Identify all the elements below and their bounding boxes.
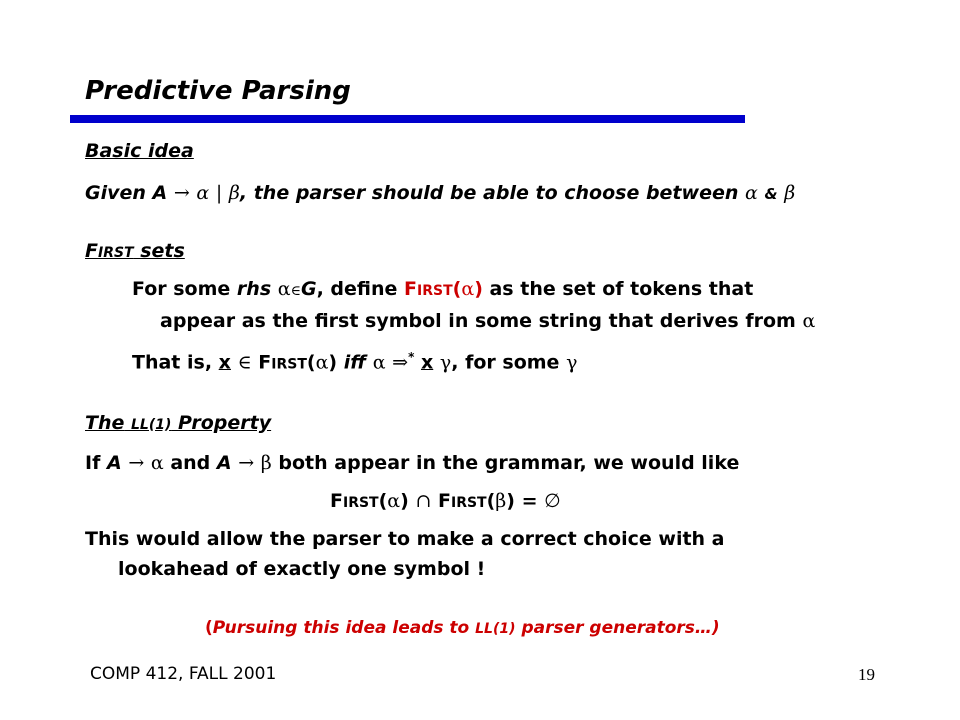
first-def-line3: That is, x ∈ FIRST(α) iff α ⇒* x γ, for some γ (132, 350, 578, 374)
page-title: Predictive Parsing (85, 76, 351, 106)
first-function: FIRST(α) (404, 278, 483, 300)
allow-line2: lookahead of exactly one symbol ! (118, 558, 486, 580)
allow-line1: This would allow the parser to make a correct choice with a (85, 528, 725, 550)
basic-idea-line (85, 182, 795, 204)
bar-symbol: | (215, 182, 223, 204)
first-def-line1: For some rhs α∈G, define FIRST(α) as the set of tokens that (132, 278, 754, 300)
first-def-line2: appear as the first symbol in some string that derives from α (160, 310, 816, 332)
choose-text: , the parser should be able to choose between (239, 182, 739, 204)
first-sets-heading: FIRST sets (85, 240, 185, 262)
given-text: Given A (85, 182, 168, 204)
title-underline (70, 115, 745, 123)
alpha-symbol: α (196, 182, 210, 204)
first-intersection: FIRST(α) ∩ FIRST(β) = ∅ (330, 490, 561, 512)
beta-symbol: β (784, 182, 796, 204)
arrow-symbol: → (173, 182, 190, 204)
ll1-heading: The LL(1) Property (85, 412, 272, 434)
alpha-symbol: α (745, 182, 758, 204)
basic-idea-heading: Basic idea (85, 140, 194, 162)
beta-symbol: β (228, 182, 240, 204)
ll1-if-line: If A → α and A → β both appear in the grammar, we would like (85, 452, 740, 474)
pursuing-note: (Pursuing this idea leads to LL(1) parser generators…) (205, 618, 720, 638)
footer-course: COMP 412, FALL 2001 (90, 664, 277, 684)
amp-text: & (764, 185, 778, 203)
page-number: 19 (858, 665, 875, 684)
